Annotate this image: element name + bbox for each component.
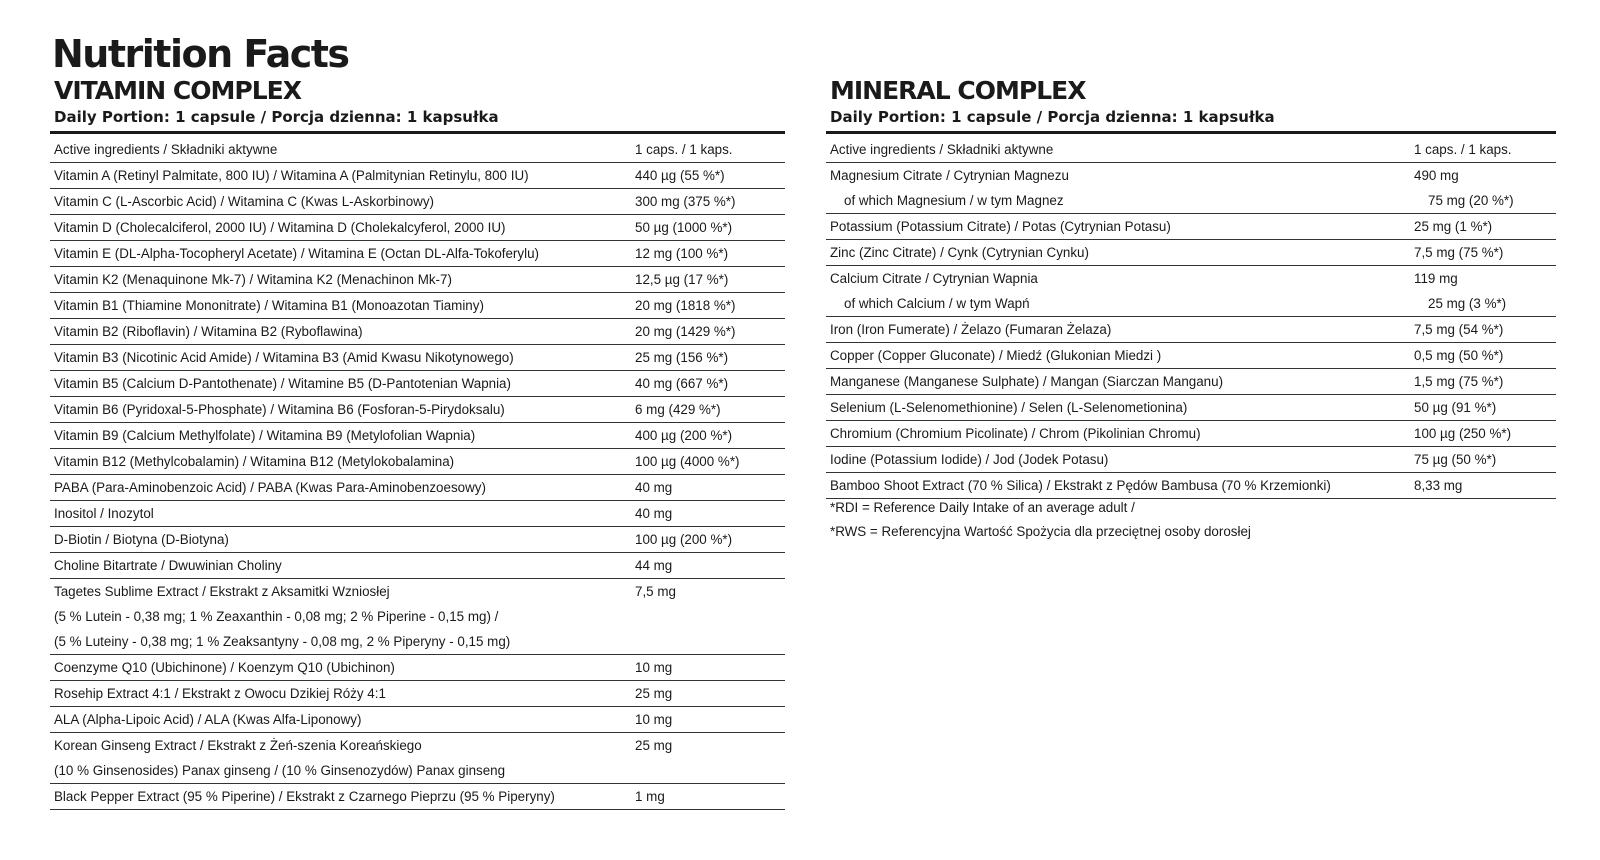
table-row — [50, 655, 785, 681]
ingredient-name: Potassium (Potassium Citrate) / Potas (Cytrynian Potasu) — [826, 214, 1414, 240]
footnotes — [830, 496, 1251, 544]
ingredient-name: Calcium Citrate / Cytrynian Wapnia — [830, 271, 1038, 286]
ingredient-amount: 20 mg (1429 %*) — [635, 319, 785, 345]
table-row — [50, 681, 785, 707]
ingredient-amount: 10 mg — [635, 707, 785, 733]
ingredient-amount: 300 mg (375 %*) — [635, 189, 785, 215]
ingredient-amount: 20 mg (1818 %*) — [635, 293, 785, 319]
ingredient-amount: 40 mg — [635, 475, 785, 501]
footnote-rdi: *RDI = Reference Daily Intake of an average adult / — [830, 500, 1135, 515]
table-row — [50, 733, 785, 759]
ingredient-amount: 0,5 mg (50 %*) — [1414, 343, 1556, 369]
ingredient-name: PABA (Para-Aminobenzoic Acid) / PABA (Kwas Para-Aminobenzoesowy) — [50, 475, 635, 501]
vitamin-daily-portion: Daily Portion: 1 capsule / Porcja dzienna: 1 kapsułka — [54, 108, 499, 126]
table-row — [50, 527, 785, 553]
ingredient-name: Vitamin B9 (Calcium Methylfolate) / Witamina B9 (Metylofolian Wapnia) — [50, 423, 635, 449]
ingredient-name: Selenium (L-Selenomethionine) / Selen (L-Selenometionina) — [826, 395, 1414, 421]
table-row — [826, 369, 1556, 395]
ingredient-name: Vitamin B2 (Riboflavin) / Witamina B2 (Ryboflawina) — [50, 319, 635, 345]
table-row-continuation — [50, 629, 785, 655]
vitamin-complex-heading: VITAMIN COMPLEX — [54, 76, 301, 105]
table-row — [826, 214, 1556, 240]
ingredient-name: Vitamin B5 (Calcium D-Pantothenate) / Witamine B5 (D-Pantotenian Wapnia) — [50, 371, 635, 397]
ingredient-name: Bamboo Shoot Extract (70 % Silica) / Ekstrakt z Pędów Bambusa (70 % Krzemionki) — [826, 473, 1414, 499]
ingredient-amount: 100 µg (200 %*) — [635, 527, 785, 553]
empty-cell — [635, 604, 785, 629]
ingredient-amount: 8,33 mg — [1414, 473, 1556, 499]
ingredient-amount: 119 mg — [1414, 271, 1458, 286]
table-row — [826, 395, 1556, 421]
ingredient-name: (10 % Ginsenosides) Panax ginseng / (10 % Ginsenozydów) Panax ginseng — [50, 758, 635, 784]
vitamin-table-body — [50, 137, 785, 810]
ingredient-name: Vitamin B3 (Nicotinic Acid Amide) / Witamina B3 (Amid Kwasu Nikotynowego) — [50, 345, 635, 371]
vitamin-table — [50, 137, 785, 810]
ingredient-amount: 100 µg (250 %*) — [1414, 421, 1556, 447]
ingredient-name: Chromium (Chromium Picolinate) / Chrom (Pikolinian Chromu) — [826, 421, 1414, 447]
ingredient-name: Iodine (Potassium Iodide) / Jod (Jodek Potasu) — [826, 447, 1414, 473]
table-row — [50, 475, 785, 501]
ingredient-name: Inositol / Inozytol — [50, 501, 635, 527]
table-row — [50, 189, 785, 215]
ingredient-amount: 100 µg (4000 %*) — [635, 449, 785, 475]
ingredient-header: Active ingredients / Składniki aktywne — [50, 137, 635, 163]
ingredient-name: Choline Bitartrate / Dwuwinian Choliny — [50, 553, 635, 579]
ingredient-amount: 1,5 mg (75 %*) — [1414, 369, 1556, 395]
ingredient-amount: 490 mg — [1414, 168, 1459, 183]
ingredient-amount: 7,5 mg (75 %*) — [1414, 240, 1556, 266]
ingredient-name: Tagetes Sublime Extract / Ekstrakt z Aksamitki Wzniosłej — [54, 584, 390, 599]
footnote-rws: *RWS = Referencyjna Wartość Spożycia dla przeciętnej osoby dorosłej — [830, 524, 1251, 539]
ingredient-name: (5 % Luteiny - 0,38 mg; 1 % Zeaksantyny - 0,08 mg, 2 % Piperyny - 0,15 mg) — [50, 629, 635, 655]
ingredient-amount: 25 mg — [635, 681, 785, 707]
ingredient-name: Magnesium Citrate / Cytrynian Magnezu — [830, 168, 1069, 183]
divider — [50, 131, 785, 134]
ingredient-amount: 40 mg — [635, 501, 785, 527]
ingredient-amount: 50 µg (91 %*) — [1414, 395, 1556, 421]
ingredient-amount: 7,5 mg (54 %*) — [1414, 317, 1556, 343]
ingredient-name: Iron (Iron Fumerate) / Żelazo (Fumaran Żelaza) — [826, 317, 1414, 343]
ingredient-name: Vitamin B1 (Thiamine Mononitrate) / Witamina B1 (Monoazotan Tiaminy) — [50, 293, 635, 319]
table-subrow — [826, 291, 1556, 317]
table-row — [826, 447, 1556, 473]
ingredient-amount: 10 mg — [635, 655, 785, 681]
mineral-complex-heading: MINERAL COMPLEX — [830, 76, 1086, 105]
table-row-continuation — [50, 758, 785, 784]
ingredient-name: Zinc (Zinc Citrate) / Cynk (Cytrynian Cynku) — [826, 240, 1414, 266]
ingredient-name: Vitamin K2 (Menaquinone Mk-7) / Witamina K2 (Menachinon Mk-7) — [50, 267, 635, 293]
ingredient-amount: 400 µg (200 %*) — [635, 423, 785, 449]
ingredient-amount: 25 mg (1 %*) — [1414, 214, 1556, 240]
ingredient-amount: 1 mg — [635, 784, 785, 810]
table-row — [50, 784, 785, 810]
ingredient-amount: 12 mg (100 %*) — [635, 241, 785, 267]
empty-cell — [635, 758, 785, 784]
ingredient-amount: 44 mg — [635, 553, 785, 579]
ingredient-amount: 7,5 mg — [635, 584, 676, 599]
table-header-row — [826, 137, 1556, 163]
table-row — [50, 579, 785, 605]
table-row — [826, 240, 1556, 266]
ingredient-name: Vitamin D (Cholecalciferol, 2000 IU) / Witamina D (Cholekalcyferol, 2000 IU) — [50, 215, 635, 241]
sub-ingredient-name: of which Magnesium / w tym Magnez — [826, 188, 1414, 214]
table-row — [50, 163, 785, 189]
table-row-continuation — [50, 604, 785, 629]
empty-cell — [635, 629, 785, 655]
ingredient-name: Coenzyme Q10 (Ubichinone) / Koenzym Q10 (Ubichinon) — [50, 655, 635, 681]
table-row — [826, 317, 1556, 343]
ingredient-amount: 440 µg (55 %*) — [635, 163, 785, 189]
ingredient-name: D-Biotin / Biotyna (D-Biotyna) — [50, 527, 635, 553]
table-row — [50, 553, 785, 579]
ingredient-name: Vitamin E (DL-Alpha-Tocopheryl Acetate) / Witamina E (Octan DL-Alfa-Tokoferylu) — [50, 241, 635, 267]
ingredient-name: Vitamin A (Retinyl Palmitate, 800 IU) / Witamina A (Palmitynian Retinylu, 800 IU) — [50, 163, 635, 189]
ingredient-name: Korean Ginseng Extract / Ekstrakt z Żeń-szenia Koreańskiego — [54, 738, 422, 753]
table-row — [50, 215, 785, 241]
amount-header: 1 caps. / 1 kaps. — [635, 137, 785, 163]
ingredient-amount: 75 µg (50 %*) — [1414, 447, 1556, 473]
table-row — [50, 293, 785, 319]
table-subrow — [826, 188, 1556, 214]
ingredient-header: Active ingredients / Składniki aktywne — [826, 137, 1414, 163]
table-row — [826, 266, 1556, 292]
table-row — [50, 371, 785, 397]
mineral-table — [826, 137, 1556, 499]
sub-ingredient-amount: 75 mg (20 %*) — [1414, 188, 1556, 214]
table-row — [50, 319, 785, 345]
ingredient-name: Copper (Copper Gluconate) / Miedź (Glukonian Miedzi ) — [826, 343, 1414, 369]
table-row — [50, 423, 785, 449]
ingredient-amount: 25 mg (156 %*) — [635, 345, 785, 371]
table-header-row — [50, 137, 785, 163]
ingredient-amount: 40 mg (667 %*) — [635, 371, 785, 397]
table-row — [826, 473, 1556, 499]
ingredient-amount: 6 mg (429 %*) — [635, 397, 785, 423]
table-row — [50, 707, 785, 733]
sub-ingredient-amount: 25 mg (3 %*) — [1414, 291, 1556, 317]
table-row — [50, 449, 785, 475]
ingredient-name: (5 % Lutein - 0,38 mg; 1 % Zeaxanthin - 0,08 mg; 2 % Piperine - 0,15 mg) / — [54, 609, 499, 624]
table-row — [826, 343, 1556, 369]
amount-header: 1 caps. / 1 kaps. — [1414, 137, 1556, 163]
mineral-table-body — [826, 137, 1556, 499]
table-row — [50, 345, 785, 371]
ingredient-name: Black Pepper Extract (95 % Piperine) / Ekstrakt z Czarnego Pieprzu (95 % Piperyny) — [50, 784, 635, 810]
sub-ingredient-name: of which Calcium / w tym Wapń — [826, 291, 1414, 317]
ingredient-amount: 50 µg (1000 %*) — [635, 215, 785, 241]
table-row — [50, 267, 785, 293]
ingredient-name: Vitamin B6 (Pyridoxal-5-Phosphate) / Witamina B6 (Fosforan-5-Pirydoksalu) — [50, 397, 635, 423]
mineral-daily-portion: Daily Portion: 1 capsule / Porcja dzienna: 1 kapsułka — [830, 108, 1275, 126]
ingredient-name: ALA (Alpha-Lipoic Acid) / ALA (Kwas Alfa-Liponowy) — [50, 707, 635, 733]
ingredient-name: Rosehip Extract 4:1 / Ekstrakt z Owocu Dzikiej Róży 4:1 — [50, 681, 635, 707]
table-row — [826, 163, 1556, 189]
table-row — [50, 241, 785, 267]
table-row — [50, 501, 785, 527]
page-title: Nutrition Facts — [52, 32, 349, 76]
ingredient-name: Manganese (Manganese Sulphate) / Mangan (Siarczan Manganu) — [826, 369, 1414, 395]
divider — [826, 131, 1556, 134]
ingredient-amount: 25 mg — [635, 738, 673, 753]
table-row — [826, 421, 1556, 447]
ingredient-amount: 12,5 µg (17 %*) — [635, 267, 785, 293]
ingredient-name: Vitamin B12 (Methylcobalamin) / Witamina B12 (Metylokobalamina) — [50, 449, 635, 475]
table-row — [50, 397, 785, 423]
ingredient-name: Vitamin C (L-Ascorbic Acid) / Witamina C (Kwas L-Askorbinowy) — [50, 189, 635, 215]
